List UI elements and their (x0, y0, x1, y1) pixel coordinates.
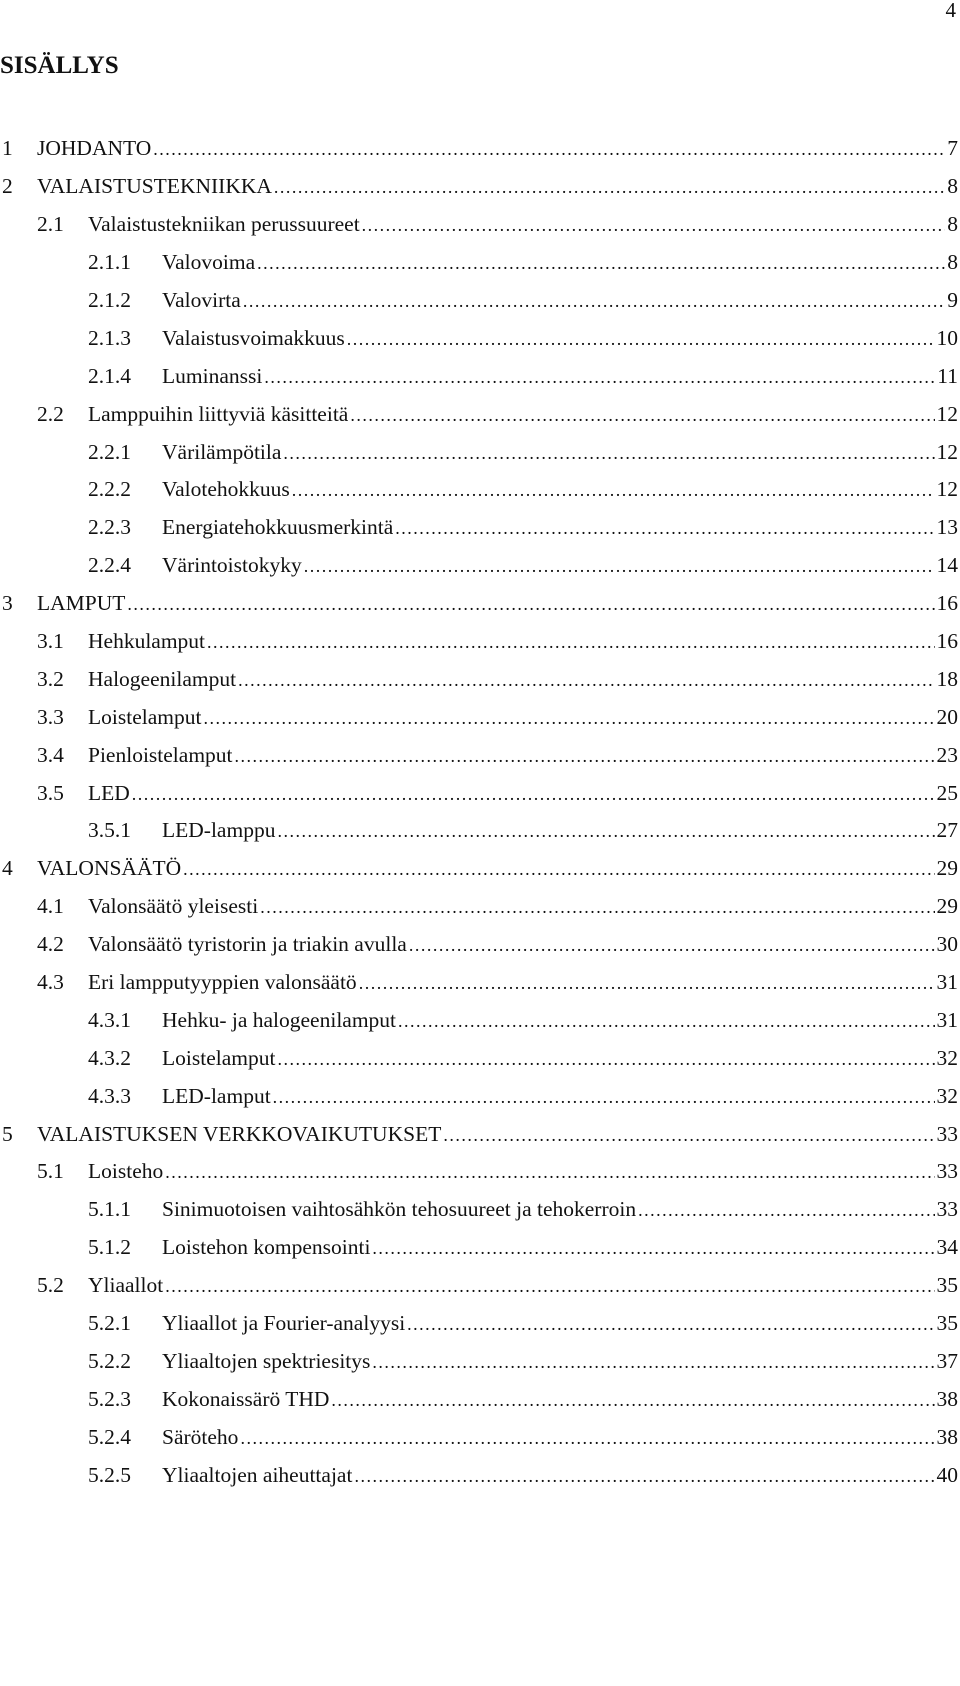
toc-entry-number: 2.1 (37, 212, 64, 237)
toc-entry[interactable] (0, 964, 958, 1002)
toc-entry-page: 40 (936, 1462, 958, 1487)
dot-leader (165, 1162, 934, 1183)
toc-entry-number: 3.5.1 (88, 818, 131, 843)
toc-entry-number: 2 (2, 174, 13, 199)
toc-entry-title: Säröteho (162, 1424, 239, 1449)
toc-entry-page: 9 (947, 288, 958, 312)
toc-entry-title: Loistehon kompensointi (162, 1235, 371, 1260)
toc-entry[interactable] (0, 547, 958, 585)
dot-leader (409, 935, 935, 956)
toc-entry-page: 29 (936, 894, 958, 919)
toc-entry-number: 2.2.4 (88, 553, 131, 578)
dot-leader (203, 708, 934, 729)
toc-entry-number: 4.3.1 (88, 1007, 131, 1032)
toc-entry-title: Halogeenilamput (88, 666, 237, 691)
toc-entry-page: 16 (936, 629, 958, 654)
dot-leader (257, 253, 945, 274)
table-of-contents (0, 130, 958, 1494)
toc-entry-title: Sinimuotoisen vaihtosähkön tehosuureet ja tehokerroin (162, 1197, 637, 1222)
toc-entry-page: 8 (947, 212, 958, 237)
toc-entry-number: 3.3 (37, 704, 64, 729)
toc-entry-page: 31 (936, 1007, 958, 1032)
dot-leader (350, 405, 934, 426)
page-number: 4 (945, 0, 956, 22)
toc-entry[interactable] (0, 509, 958, 547)
toc-entry-page: 27 (936, 818, 958, 843)
toc-entry-title: VALONSÄÄTÖ (37, 856, 182, 881)
toc-entry-page: 33 (936, 1159, 958, 1184)
toc-entry[interactable] (0, 812, 958, 850)
dot-leader (354, 1466, 934, 1487)
dot-leader (362, 215, 946, 236)
dot-leader (260, 897, 934, 918)
toc-entry-number: 4.3 (37, 970, 64, 995)
toc-entry-page: 18 (936, 666, 958, 691)
toc-entry-number: 2.2.1 (88, 439, 131, 464)
toc-entry-number: 4.3.3 (88, 1083, 131, 1108)
toc-entry-page: 37 (936, 1348, 958, 1373)
dot-leader (183, 859, 934, 880)
toc-entry[interactable] (0, 660, 958, 698)
dot-leader (395, 518, 934, 539)
toc-entry-number: 5.1 (37, 1159, 64, 1184)
toc-entry-page: 29 (936, 856, 958, 881)
toc-entry-number: 2.1.2 (88, 288, 131, 312)
toc-entry-title: Yliaaltojen aiheuttajat (162, 1462, 353, 1487)
toc-entry-page: 11 (937, 363, 958, 388)
toc-entry-title: Loistelamput (162, 1045, 276, 1070)
dot-leader (283, 443, 934, 464)
toc-entry[interactable] (0, 850, 958, 888)
dot-leader (277, 821, 934, 842)
toc-entry-page: 7 (947, 136, 958, 161)
toc-entry-page: 33 (936, 1121, 958, 1146)
toc-entry-number: 4.3.2 (88, 1045, 131, 1070)
toc-entry-page: 32 (936, 1045, 958, 1070)
toc-entry[interactable] (0, 206, 958, 244)
toc-entry-title: Eri lampputyyppien valonsäätö (88, 970, 357, 995)
toc-entry-page: 12 (936, 477, 958, 502)
dot-leader (347, 329, 935, 350)
dot-leader (304, 556, 935, 577)
toc-entry[interactable] (0, 736, 958, 774)
toc-entry-title: Valovirta (162, 288, 241, 312)
toc-entry[interactable] (0, 1153, 958, 1191)
toc-entry[interactable] (0, 1305, 958, 1343)
toc-entry-number: 5.1.2 (88, 1235, 131, 1260)
dot-leader (443, 1125, 934, 1146)
toc-entry[interactable] (0, 130, 958, 168)
toc-entry-number: 2.2.2 (88, 477, 131, 502)
dot-leader (398, 1011, 934, 1032)
dot-leader (273, 1087, 935, 1108)
toc-entry-page: 35 (936, 1311, 958, 1336)
dot-leader (153, 139, 945, 160)
toc-entry-number: 2.1.1 (88, 250, 131, 275)
toc-entry-page: 31 (936, 970, 958, 995)
toc-entry[interactable] (0, 1229, 958, 1267)
toc-entry[interactable] (0, 623, 958, 661)
toc-entry-title: Pienloistelamput (88, 742, 233, 767)
toc-entry-number: 1 (2, 136, 13, 161)
toc-entry-title: LED (88, 780, 130, 805)
toc-entry-title: Valonsäätö yleisesti (88, 894, 259, 919)
toc-entry[interactable] (0, 319, 958, 357)
dot-leader (372, 1352, 934, 1373)
toc-entry-title: Valovoima (162, 250, 256, 275)
toc-entry-page: 20 (936, 704, 958, 729)
toc-entry-page: 16 (936, 591, 958, 616)
dot-leader (372, 1238, 934, 1259)
toc-entry-number: 5.2.2 (88, 1348, 131, 1373)
toc-entry[interactable] (0, 1456, 958, 1494)
toc-entry-number: 2.2 (37, 401, 64, 426)
toc-entry[interactable] (0, 1267, 958, 1305)
toc-entry-title: VALAISTUSTEKNIIKKA (37, 174, 272, 199)
toc-entry-page: 12 (936, 401, 958, 426)
toc-entry-number: 3.1 (37, 629, 64, 654)
toc-entry-number: 5.2.4 (88, 1424, 131, 1449)
toc-entry-title: Valonsäätö tyristorin ja triakin avulla (88, 932, 407, 957)
toc-entry-page: 13 (936, 515, 958, 540)
dot-leader (243, 291, 945, 312)
toc-entry-title: Valaistustekniikan perussuureet (88, 212, 360, 237)
toc-entry-title: Loistelamput (88, 704, 202, 729)
toc-entry-page: 35 (936, 1273, 958, 1298)
toc-entry[interactable] (0, 698, 958, 736)
toc-entry-page: 38 (936, 1386, 958, 1411)
toc-entry-page: 38 (936, 1424, 958, 1449)
dot-leader (238, 670, 934, 691)
toc-entry-title: LED-lamput (162, 1083, 271, 1108)
toc-entry[interactable] (0, 395, 958, 433)
toc-entry-title: Yliaallot ja Fourier-analyysi (162, 1311, 406, 1336)
toc-entry-title: Valaistusvoimakkuus (162, 325, 345, 350)
toc-entry[interactable] (0, 1077, 958, 1115)
toc-entry[interactable] (0, 471, 958, 509)
toc-entry-number: 5.1.1 (88, 1197, 131, 1222)
dot-leader (331, 1390, 934, 1411)
toc-entry[interactable] (0, 1418, 958, 1456)
toc-entry-title: Kokonaissärö THD (162, 1386, 330, 1411)
toc-entry[interactable] (0, 585, 958, 623)
toc-entry-number: 5.2.1 (88, 1311, 131, 1336)
toc-entry-page: 30 (936, 932, 958, 957)
toc-entry-page: 10 (936, 325, 958, 350)
toc-entry[interactable] (0, 1115, 958, 1153)
toc-entry-title: Värintoistokyky (162, 553, 302, 578)
toc-entry-page: 8 (947, 174, 958, 199)
dot-leader (207, 632, 934, 653)
toc-entry-title: LAMPUT (37, 591, 126, 616)
toc-entry[interactable] (0, 888, 958, 926)
toc-entry-number: 4.1 (37, 894, 64, 919)
toc-entry-title: Yliaallot (88, 1273, 164, 1298)
toc-entry[interactable] (0, 1191, 958, 1229)
toc-entry-number: 4.2 (37, 932, 64, 957)
dot-leader (277, 1049, 934, 1070)
toc-entry[interactable] (0, 1343, 958, 1381)
page-title: SISÄLLYS (0, 52, 119, 79)
dot-leader (127, 594, 934, 615)
toc-entry-page: 12 (936, 439, 958, 464)
toc-entry-page: 23 (936, 742, 958, 767)
toc-entry-title: Hehkulamput (88, 629, 206, 654)
dot-leader (165, 1276, 934, 1297)
toc-entry-number: 3 (2, 591, 13, 616)
toc-entry-number: 3.2 (37, 666, 64, 691)
toc-entry-number: 3.5 (37, 780, 64, 805)
toc-entry-number: 2.1.4 (88, 363, 131, 388)
toc-entry-number: 3.4 (37, 742, 64, 767)
dot-leader (292, 480, 935, 501)
toc-entry-number: 5.2.5 (88, 1462, 131, 1487)
toc-entry[interactable] (0, 357, 958, 395)
toc-entry-title: VALAISTUKSEN VERKKOVAIKUTUKSET (37, 1121, 442, 1146)
toc-entry-title: LED-lamppu (162, 818, 276, 843)
toc-entry-page: 33 (936, 1197, 958, 1222)
toc-entry-title: Luminanssi (162, 363, 263, 388)
toc-entry-title: Hehku- ja halogeenilamput (162, 1007, 397, 1032)
toc-entry[interactable] (0, 1039, 958, 1077)
dot-leader (359, 973, 935, 994)
toc-entry-title: Valotehokkuus (162, 477, 290, 502)
toc-entry-number: 2.2.3 (88, 515, 131, 540)
dot-leader (638, 1200, 934, 1221)
dot-leader (132, 784, 935, 805)
dot-leader (235, 746, 935, 767)
toc-entry[interactable] (0, 244, 958, 282)
toc-entry-number: 5 (2, 1121, 13, 1146)
dot-leader (407, 1314, 934, 1335)
toc-entry[interactable] (0, 774, 958, 812)
dot-leader (264, 367, 935, 388)
toc-entry-number: 5.2 (37, 1273, 64, 1298)
dot-leader (274, 177, 945, 198)
toc-entry-title: Loisteho (88, 1159, 164, 1184)
toc-entry-page: 14 (936, 553, 958, 578)
toc-entry-number: 2.1.3 (88, 325, 131, 350)
toc-entry-title: JOHDANTO (37, 136, 152, 161)
toc-entry[interactable] (0, 1380, 958, 1418)
toc-entry[interactable] (0, 1001, 958, 1039)
toc-entry-title: Energiatehokkuusmerkintä (162, 515, 394, 540)
toc-entry[interactable] (0, 168, 958, 206)
dot-leader (240, 1428, 934, 1449)
toc-entry-title: Yliaaltojen spektriesitys (162, 1348, 371, 1373)
toc-entry[interactable] (0, 282, 958, 320)
toc-entry-title: Lamppuihin liittyviä käsitteitä (88, 401, 349, 426)
toc-entry-number: 5.2.3 (88, 1386, 131, 1411)
toc-entry-page: 32 (936, 1083, 958, 1108)
toc-entry[interactable] (0, 926, 958, 964)
toc-entry-page: 8 (947, 250, 958, 275)
toc-entry-number: 4 (2, 856, 13, 881)
toc-entry-title: Värilämpötila (162, 439, 282, 464)
toc-entry-page: 34 (936, 1235, 958, 1260)
toc-entry-page: 25 (936, 780, 958, 805)
toc-entry[interactable] (0, 433, 958, 471)
